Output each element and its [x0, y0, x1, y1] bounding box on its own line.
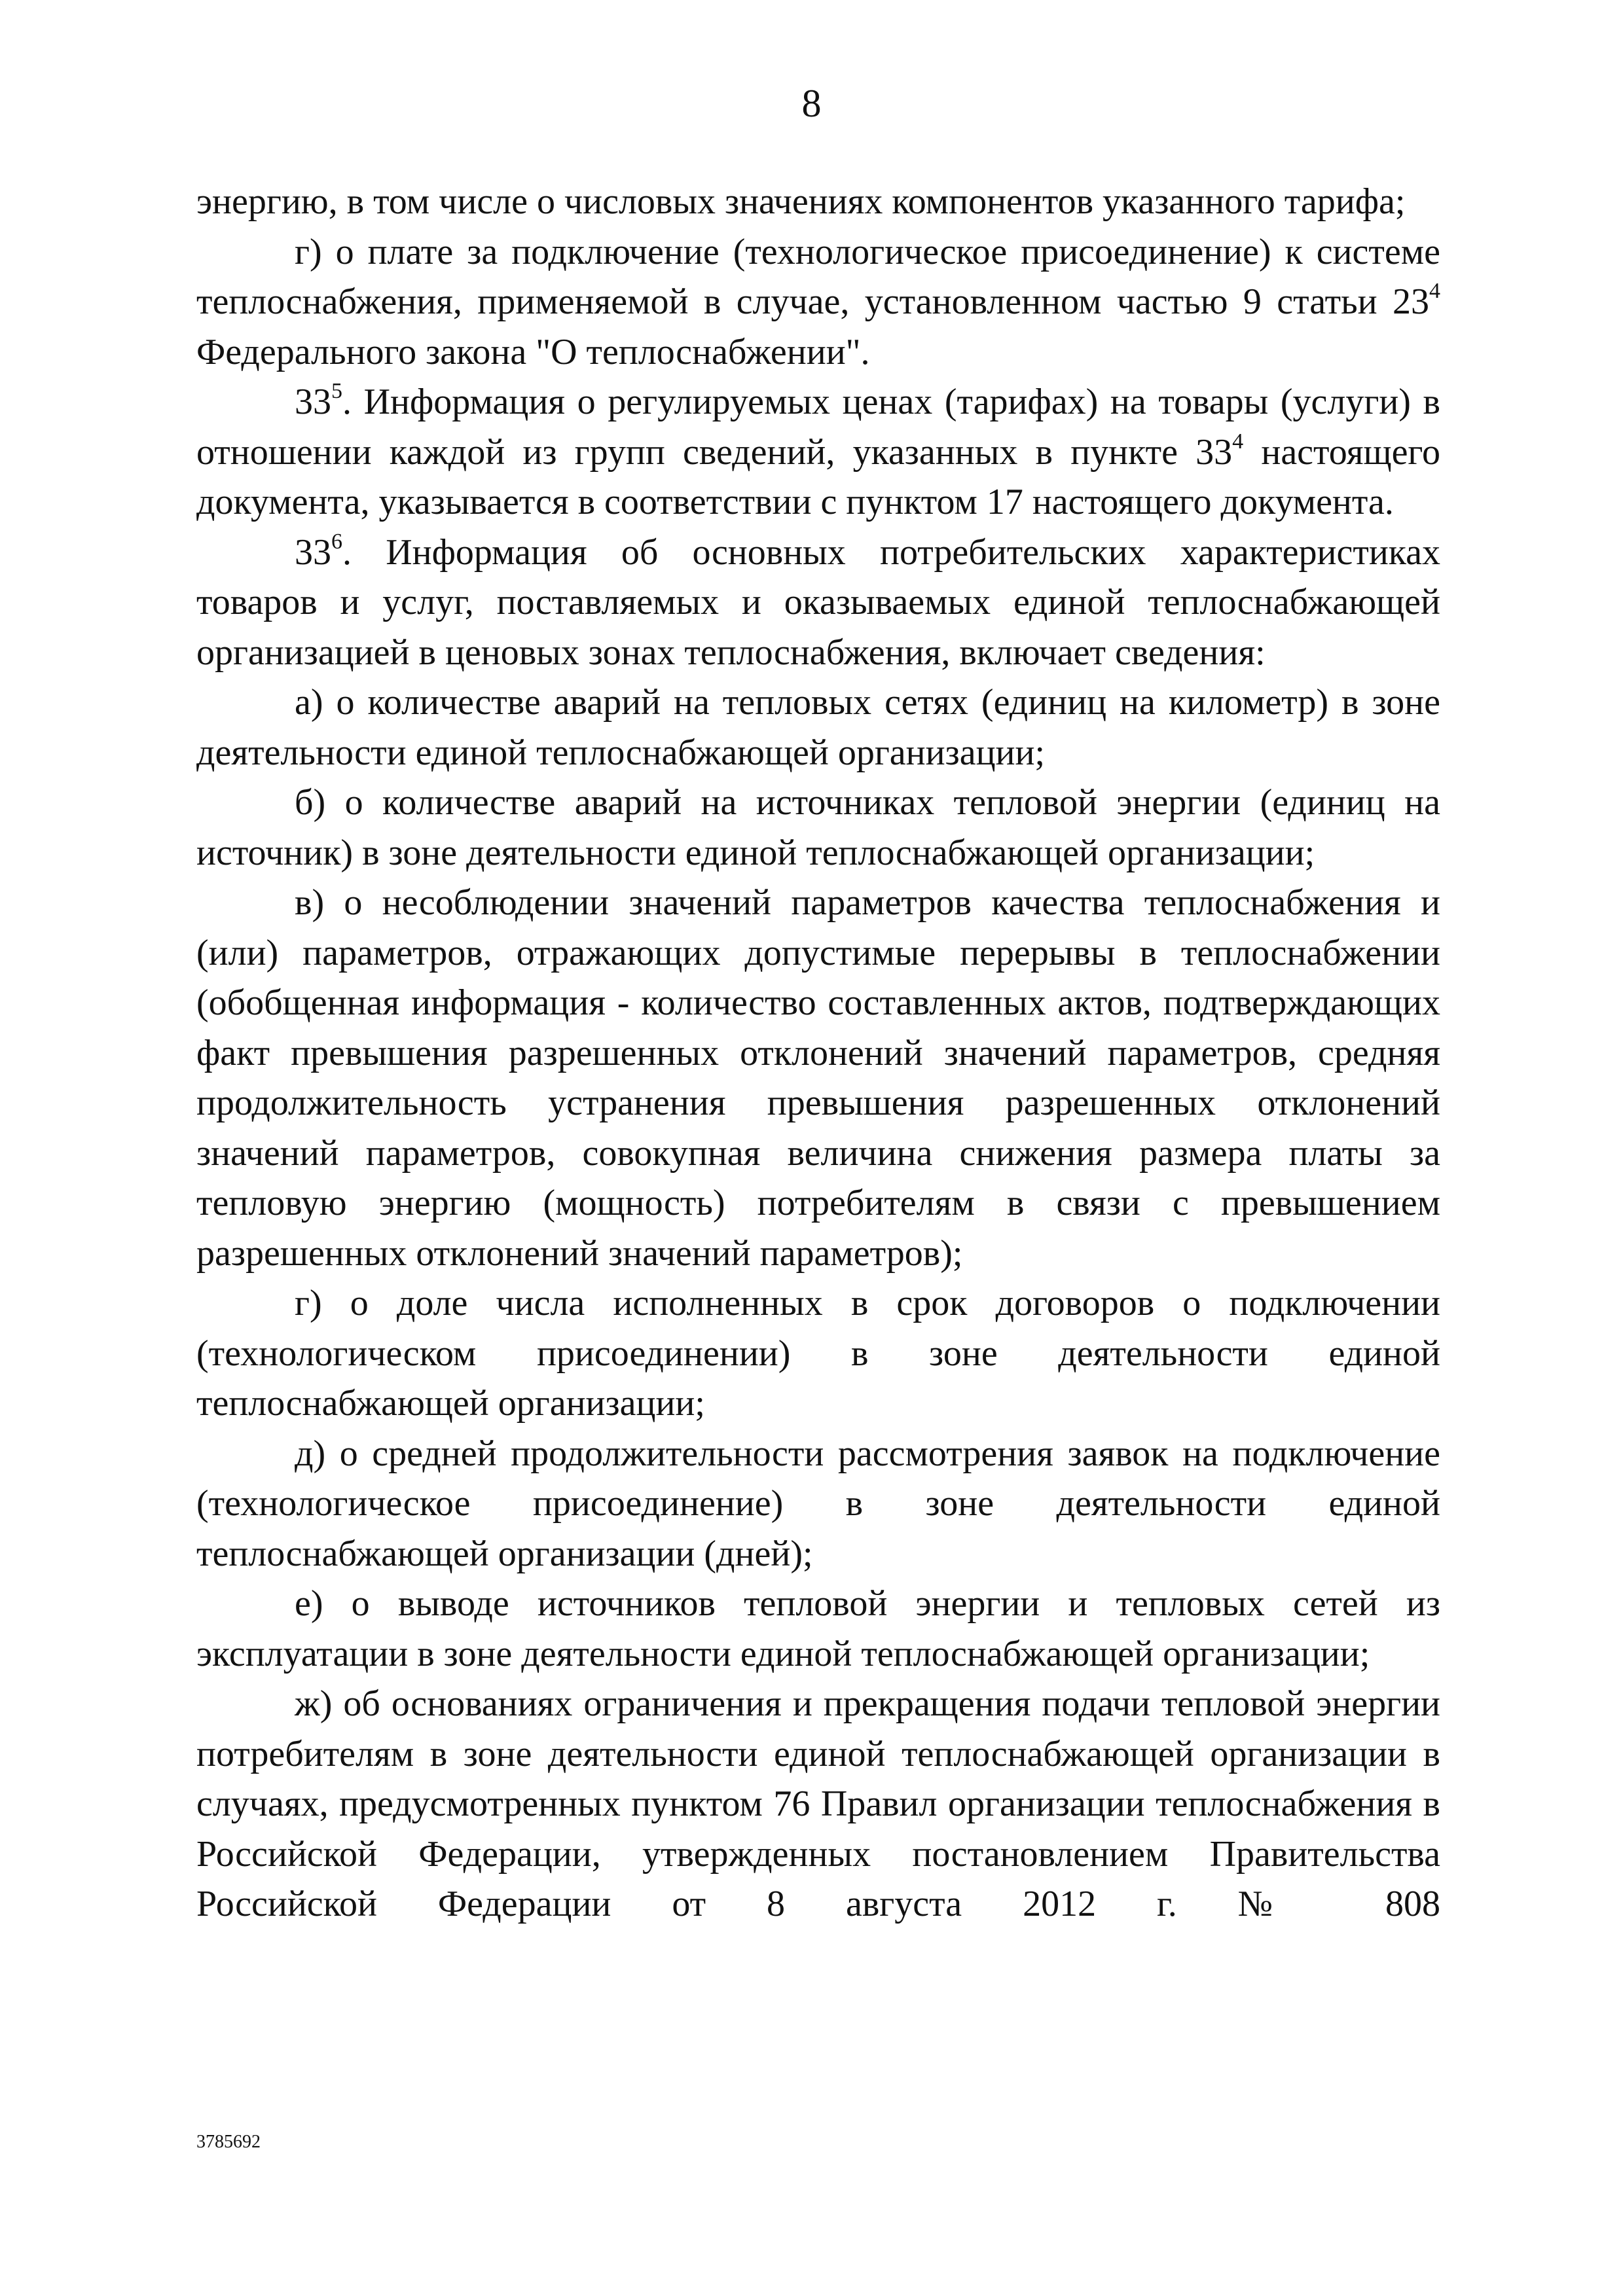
paragraph-item-g-connection-fee: г) о плате за подключение (технологическое присоединение) к системе теплоснабжения, применяемой в случае, установленном частью 9 статьи $23^4$ Федерального закона "О теплоснабжении". [196, 231, 1440, 372]
paragraph-item-d: д) о средней продолжительности рассмотрения заявок на подключение (технологическое присоединение) в зоне деятельности единой теплоснабжающей организации (дней); [196, 1433, 1440, 1574]
paragraph-item-a: а) о количестве аварий на тепловых сетях (единиц на километр) в зоне деятельности единой теплоснабжающей организации; [196, 682, 1440, 773]
document-id: 3785692 [196, 2132, 261, 2152]
superscript: 6 [331, 529, 342, 554]
paragraph-item-g: г) о доле числа исполненных в срок договоров о подключении (технологическом присоединении) в зоне деятельности единой теплоснабжающей организации; [196, 1283, 1440, 1424]
paragraph-continuation: энергию, в том числе о числовых значениях компонентов указанного тарифа; [196, 181, 1406, 222]
superscript: 4 [1429, 279, 1440, 303]
document-body [196, 177, 1440, 1929]
page-number: 8 [801, 82, 822, 125]
paragraph-item-v: в) о несоблюдении значений параметров качества теплоснабжения и (или) параметров, отражающих допустимые перерывы в теплоснабжении (обобщенная информация - количество составленных актов, подтверждающих факт превышения разрешенных отклонений значений параметров, средняя продолжительность устранения превышения разрешенных отклонений значений параметров, совокупная величина снижения размера платы за тепловую энергию (мощность) потребителям в связи с превышением разрешенных отклонений значений параметров); [196, 882, 1440, 1274]
paragraph-33-5: $33^5$. Информация о регулируемых ценах (тарифах) на товары (услуги) в отношении каждой из групп сведений, указанных в пункте $33^4$ настоящего документа, указывается в соответствии с пунктом 17 настоящего документа. [196, 379, 1441, 522]
superscript: 5 [331, 379, 342, 403]
paragraph-item-b: б) о количестве аварий на источниках тепловой энергии (единиц на источник) в зоне деятельности единой теплоснабжающей организации; [196, 782, 1440, 873]
paragraph-item-zh: ж) об основаниях ограничения и прекращения подачи тепловой энергии потребителям в зоне деятельности единой теплоснабжающей организации в случаях, предусмотренных пунктом 76 Правил организации теплоснабжения в Российской Федерации, утвержденных постановлением Правительства Российской Федерации от 8 августа 2012 г. № 808 [196, 1683, 1440, 1924]
paragraph-33-6: $33^6$. Информация об основных потребительских характеристиках товаров и услуг, поставляемых и оказываемых единой теплоснабжающей организацией в ценовых зонах теплоснабжения, включает сведения: [196, 529, 1440, 673]
paragraph-item-e: е) о выводе источников тепловой энергии и тепловых сетей из эксплуатации в зоне деятельности единой теплоснабжающей организации; [196, 1583, 1440, 1674]
superscript: 4 [1232, 429, 1244, 454]
